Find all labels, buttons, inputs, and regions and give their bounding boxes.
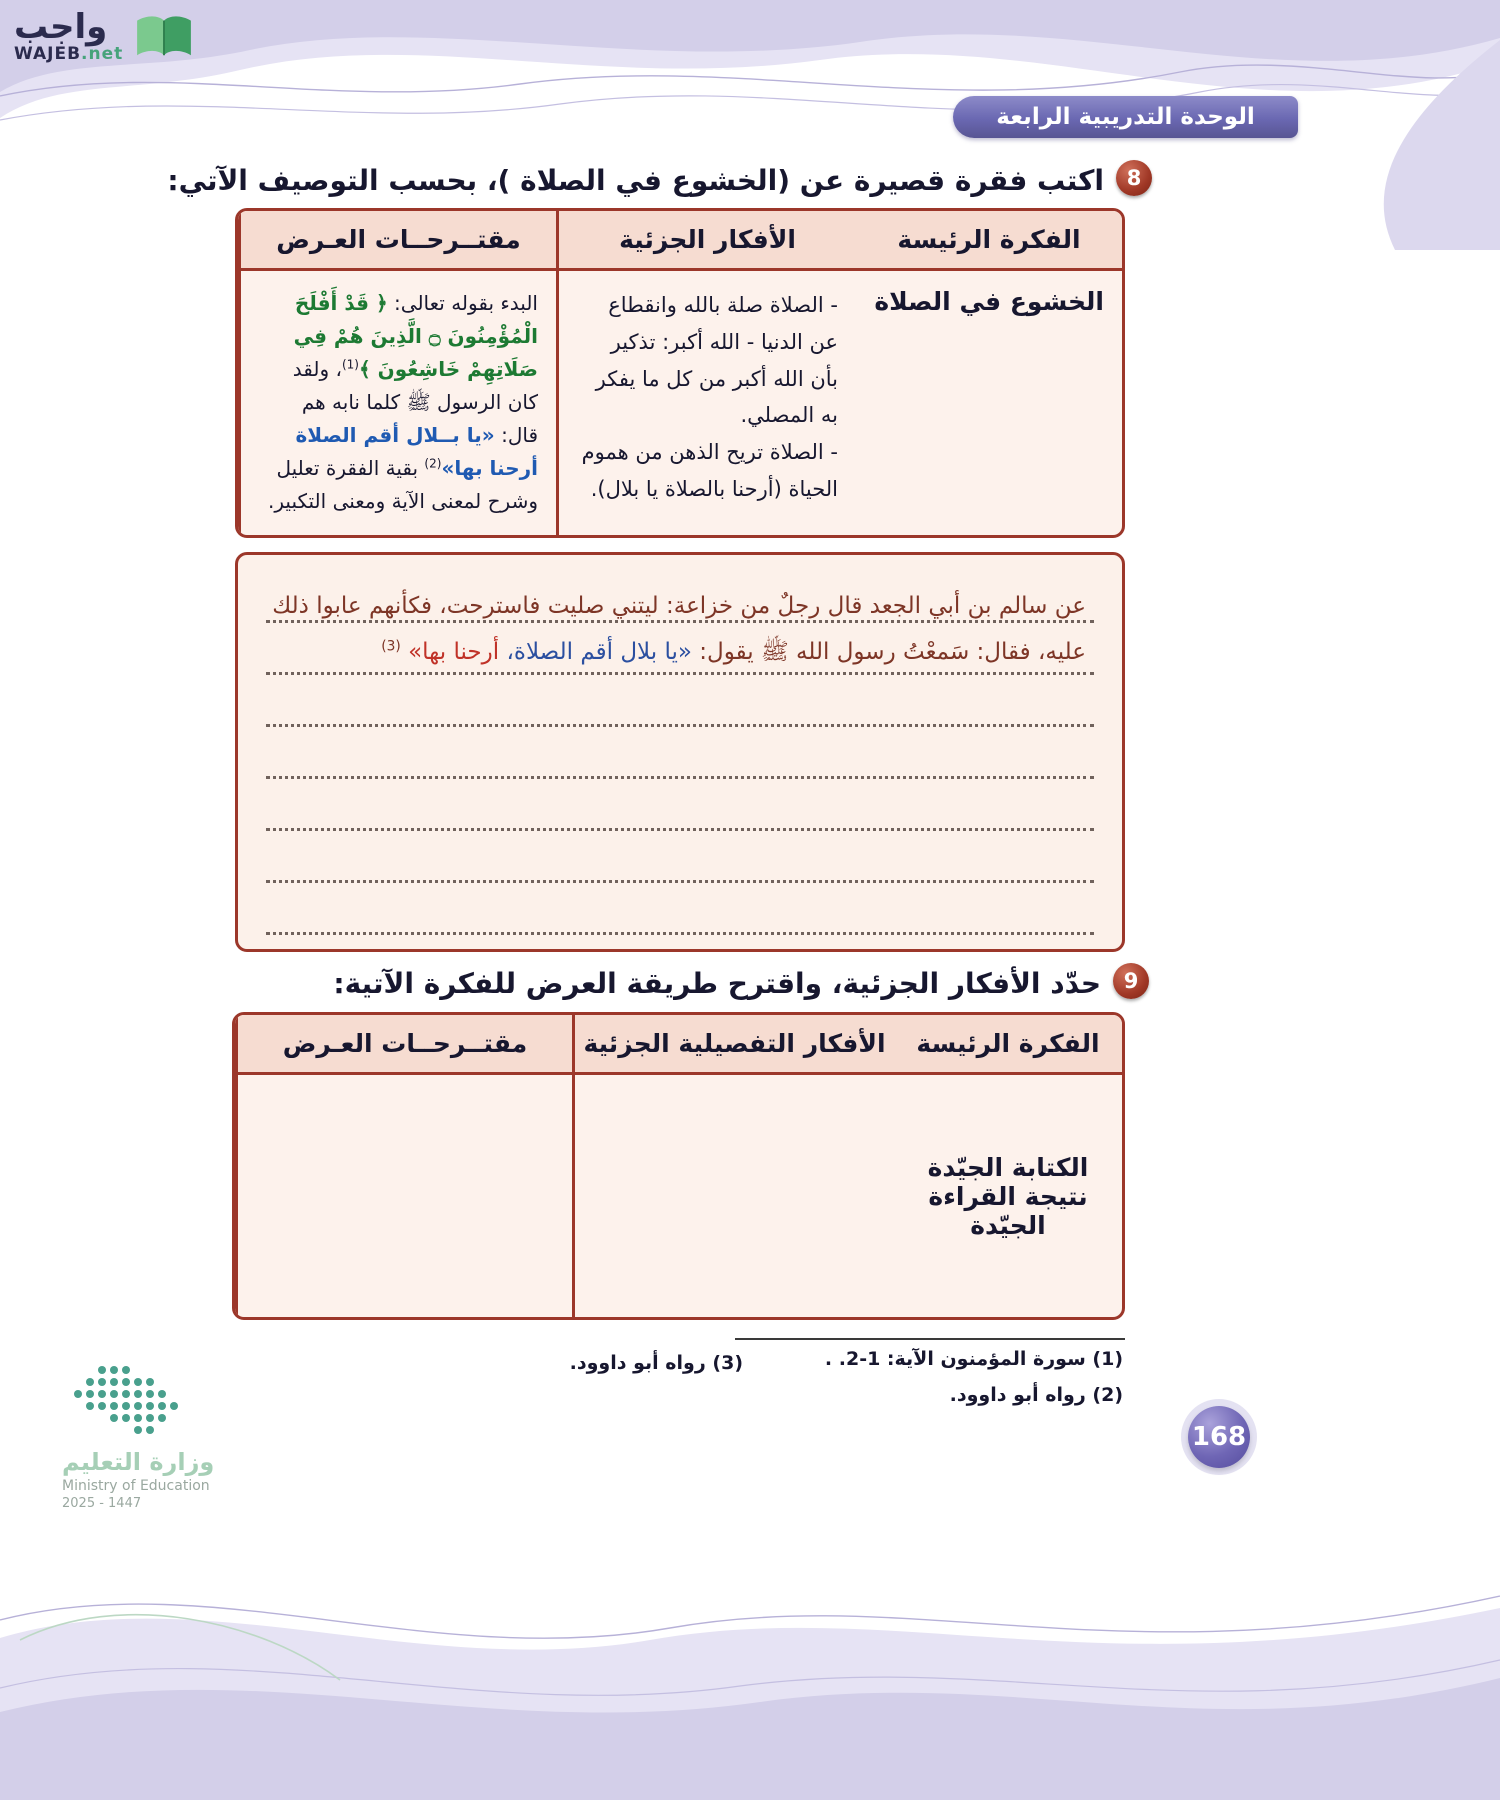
table-9-header-row	[235, 1015, 1122, 1075]
answer-line	[260, 681, 1100, 731]
footnote-2: (2) رواه أبو داوود.	[949, 1384, 1123, 1406]
suggestion-tail: بقية الفقرة تعليل وشرح لمعنى الآية ومعنى التكبير.	[268, 456, 538, 513]
exercise-9-table	[232, 1012, 1125, 1320]
answer-line	[260, 889, 1100, 939]
header-main-idea: الفكرة الرئيسة	[897, 225, 1081, 254]
wave-decoration-bottom	[0, 1520, 1500, 1800]
cell-partial-ideas	[556, 271, 856, 535]
dotted-line	[266, 880, 1094, 883]
cell-suggestions	[238, 271, 556, 535]
hadith-quote: «يا بــلال أقم الصلاة أرحنا بها»	[295, 423, 538, 480]
suggestion-intro: البدء بقوله تعالى:	[387, 291, 538, 315]
header-main-idea: الفكرة الرئيسة	[916, 1029, 1100, 1058]
answer-line	[260, 577, 1100, 627]
ministry-years: 2025 - 1447	[62, 1496, 142, 1511]
exercise-9-badge: 9	[1113, 963, 1149, 999]
exercise-8-table	[235, 208, 1125, 538]
dotted-line	[266, 932, 1094, 935]
exercise-8-prompt: اكتب فقرة قصيرة عن (الخشوع في الصلاة )، بحسب التوصيف الآتي:	[167, 164, 1104, 197]
table-8-header-row	[238, 211, 1122, 271]
cell-main-idea: الخشوع في الصلاة	[874, 287, 1104, 316]
answer-box	[235, 552, 1125, 952]
ministry-english-name: Ministry of Education	[62, 1478, 210, 1494]
handwritten-answer-line-1: عن سالم بن أبي الجعد قال رجلٌ من خزاعة: ليتني صليت فاسترحت، فكأنهم عابوا ذلك	[272, 593, 1086, 619]
book-icon	[133, 13, 195, 61]
header-detailed-partial-ideas: الأفكار التفصيلية الجزئية	[572, 1015, 894, 1072]
wajeb-logo	[14, 7, 195, 64]
quran-verse: ﴿ قَدْ أَفْلَحَ الْمُؤْمِنُونَ ۝ الَّذِينَ هُمْ فِي صَلَاتِهِمْ خَاشِعُونَ ﴾	[293, 291, 538, 381]
dotted-line	[266, 620, 1094, 623]
header-suggestions: مقتــرحــات العـرض	[235, 1015, 572, 1072]
wajeb-logo-arabic: واجب	[14, 7, 108, 47]
header-suggestions: مقتــرحــات العـرض	[238, 211, 556, 268]
dotted-line	[266, 776, 1094, 779]
footnote-divider	[735, 1338, 1125, 1340]
table-9-body-row	[235, 1075, 1122, 1317]
table-8-body-row	[238, 271, 1122, 535]
ministry-logo	[62, 1362, 262, 1511]
answer-line	[260, 629, 1100, 679]
footnote-ref-1: (1)	[341, 357, 359, 372]
cell-suggestions-empty	[235, 1075, 572, 1317]
dotted-line	[266, 724, 1094, 727]
answer-line	[260, 733, 1100, 783]
page-number: 168	[1188, 1406, 1250, 1468]
wajeb-logo-latin: WAJEB.net	[14, 44, 124, 64]
footnote-3: (3) رواه أبو داوود.	[569, 1352, 743, 1374]
exercise-9-prompt: حدّد الأفكار الجزئية، واقترح طريقة العرض للفكرة الآتية:	[333, 967, 1101, 1000]
footnote-ref-2: (2)	[424, 456, 442, 471]
cell-main-idea: الكتابة الجيّدة نتيجة القراءة الجيّدة	[927, 1152, 1089, 1240]
cell-partial-ideas-empty	[572, 1075, 894, 1317]
dotted-line	[266, 828, 1094, 831]
suggestion-middle: ، ولقد كان الرسول ﷺ كلما نابه هم قال:	[292, 357, 538, 447]
ministry-dots-icon	[62, 1362, 192, 1440]
exercise-8-badge: 8	[1116, 160, 1152, 196]
partial-idea-1: - الصلاة صلة بالله وانقطاع عن الدنيا - الله أكبر: تذكير بأن الله أكبر من كل ما يفكر به المصلي.	[595, 293, 838, 428]
ministry-arabic-name: وزارة التعليم	[62, 1448, 215, 1476]
answer-line	[260, 785, 1100, 835]
footnote-ref-3: (3)	[381, 638, 401, 655]
unit-banner: الوحدة التدريبية الرابعة	[953, 96, 1298, 138]
handwritten-answer-line-2: عليه، فقال: سَمعْتُ رسول الله ﷺ يقول: «يا بلال أقم الصلاة، أرحنا بها» $^{(3)}$	[381, 638, 1086, 665]
answer-line	[260, 837, 1100, 887]
header-partial-ideas: الأفكار الجزئية	[556, 211, 856, 268]
dotted-line	[266, 672, 1094, 675]
partial-idea-2: - الصلاة تريح الذهن من هموم الحياة (أرحنا بالصلاة يا بلال).	[581, 440, 838, 501]
footnote-1: (1) سورة المؤمنون الآية: 1-2. .	[824, 1348, 1123, 1370]
